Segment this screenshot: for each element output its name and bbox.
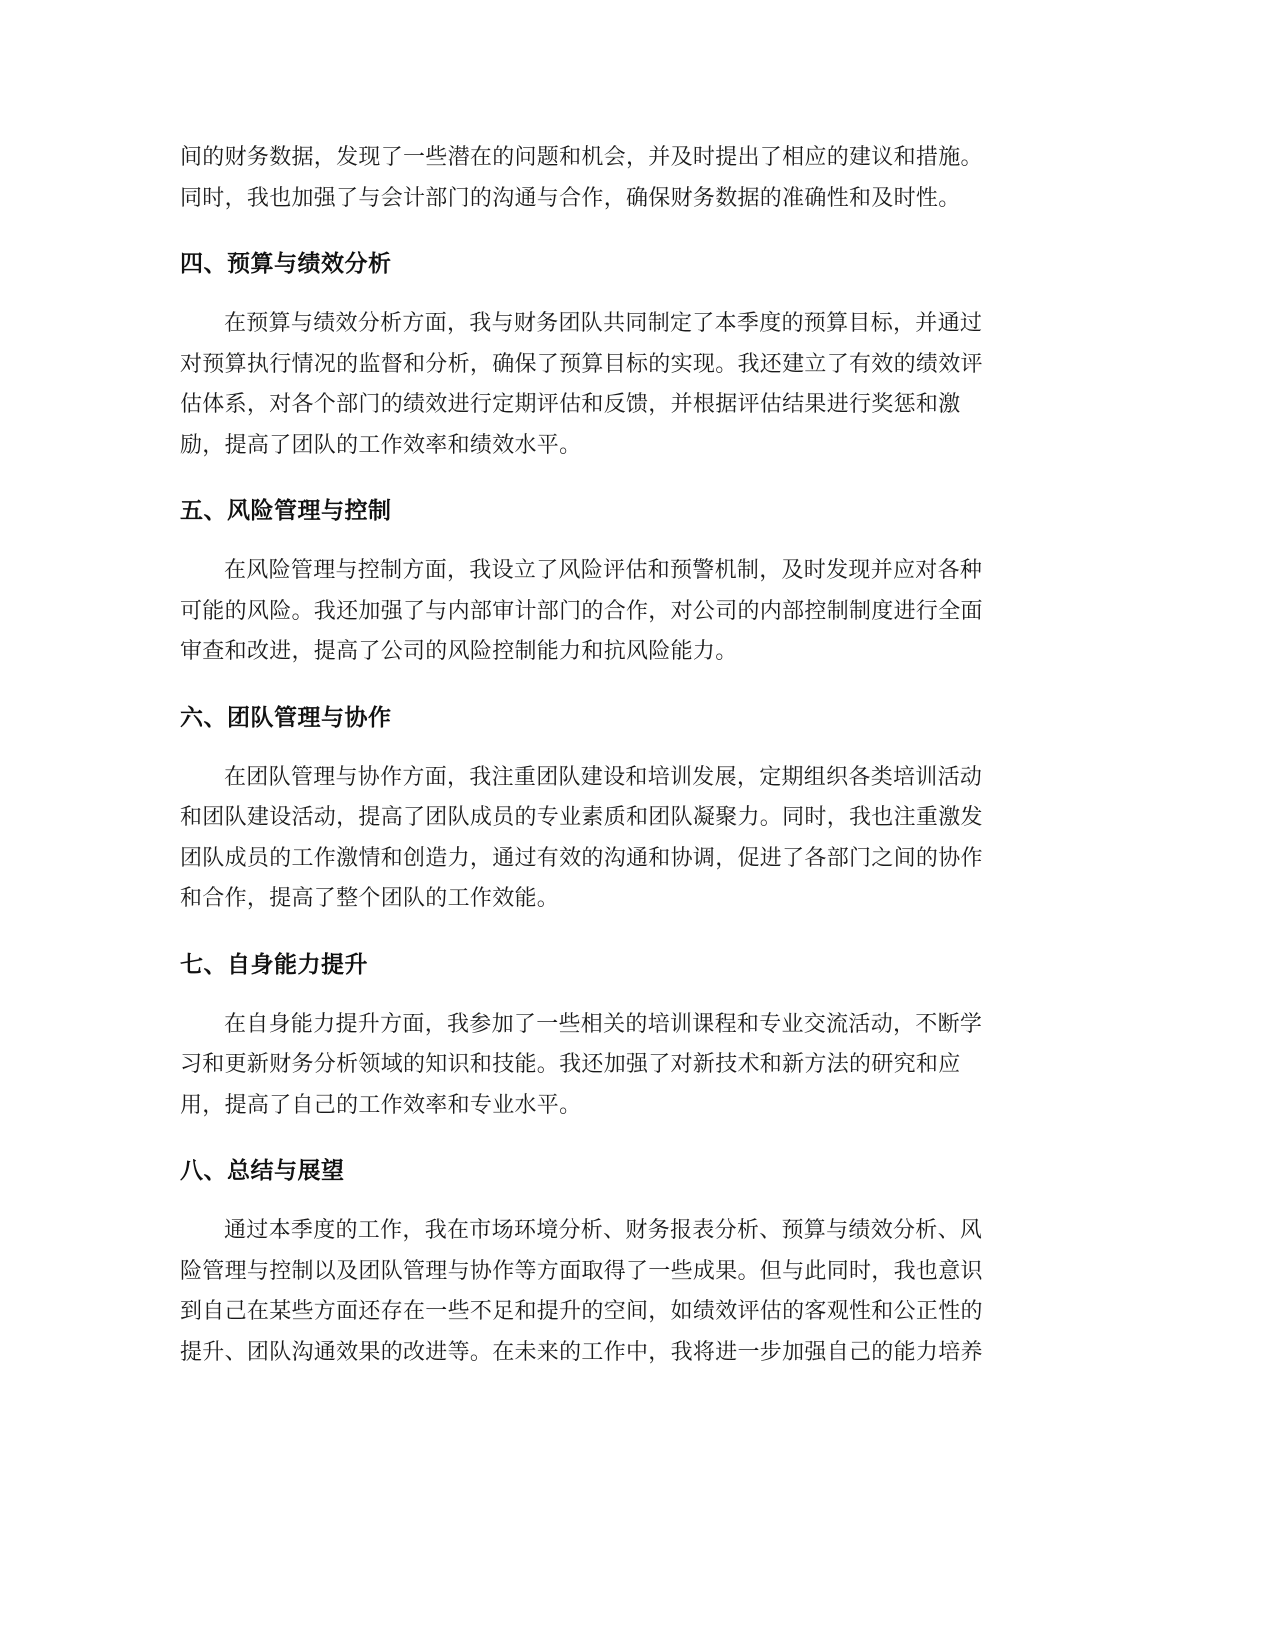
paragraph-line: 审查和改进，提高了公司的风险控制能力和抗风险能力。: [180, 639, 738, 664]
paragraph-line: 团队成员的工作激情和创造力，通过有效的沟通和协调，促进了各部门之间的协作: [180, 845, 983, 871]
paragraph-line: 和合作，提高了整个团队的工作效能。: [180, 886, 560, 911]
paragraph-line: 险管理与控制以及团队管理与协作等方面取得了一些成果。但与此同时，我也意识: [180, 1258, 983, 1284]
paragraph-line: 在自身能力提升方面，我参加了一些相关的培训课程和专业交流活动，不断学: [224, 1011, 983, 1037]
section-heading-risk: 五、风险管理与控制: [180, 498, 392, 524]
section-paragraph-budget: [180, 304, 1040, 466]
section-heading-team: 六、团队管理与协作: [180, 704, 392, 731]
paragraph-line: 习和更新财务分析领域的知识和技能。我还加强了对新技术和新方法的研究和应: [180, 1052, 961, 1077]
intro-paragraph: [180, 138, 1040, 219]
paragraph-line: 提升、团队沟通效果的改进等。在未来的工作中，我将进一步加强自己的能力培养: [180, 1339, 983, 1365]
paragraph-line: 估体系，对各个部门的绩效进行定期评估和反馈，并根据评估结果进行奖惩和激: [180, 392, 961, 417]
paragraph-line: 间的财务数据，发现了一些潜在的问题和机会，并及时提出了相应的建议和措施。: [180, 145, 983, 170]
section-heading-summary: 八、总结与展望: [180, 1158, 345, 1184]
section-paragraph-team: [180, 758, 1040, 920]
document-page: [180, 138, 1040, 1373]
paragraph-line: 在风险管理与控制方面，我设立了风险评估和预警机制，及时发现并应对各种: [224, 558, 983, 583]
section-paragraph-summary: [180, 1211, 1040, 1373]
paragraph-line: 和团队建设活动，提高了团队成员的专业素质和团队凝聚力。同时，我也注重激发: [180, 805, 983, 830]
paragraph-line: 在预算与绩效分析方面，我与财务团队共同制定了本季度的预算目标，并通过: [224, 311, 983, 336]
section-heading-budget: 四、预算与绩效分析: [180, 251, 392, 277]
section-paragraph-self-improvement: [180, 1005, 1040, 1127]
paragraph-line: 同时，我也加强了与会计部门的沟通与合作，确保财务数据的准确性和及时性。: [180, 185, 961, 211]
section-heading-self-improvement: 七、自身能力提升: [180, 951, 368, 978]
paragraph-line: 在团队管理与协作方面，我注重团队建设和培训发展，定期组织各类培训活动: [224, 764, 983, 790]
paragraph-line: 用，提高了自己的工作效率和专业水平。: [180, 1092, 582, 1118]
paragraph-line: 对预算执行情况的监督和分析，确保了预算目标的实现。我还建立了有效的绩效评: [180, 351, 983, 377]
paragraph-line: 通过本季度的工作，我在市场环境分析、财务报表分析、预算与绩效分析、风: [224, 1218, 983, 1243]
section-paragraph-risk: [180, 551, 1040, 673]
paragraph-line: 到自己在某些方面还存在一些不足和提升的空间，如绩效评估的客观性和公正性的: [180, 1299, 983, 1324]
paragraph-line: 可能的风险。我还加强了与内部审计部门的合作，对公司的内部控制制度进行全面: [180, 598, 983, 624]
paragraph-line: 励，提高了团队的工作效率和绩效水平。: [180, 432, 582, 458]
